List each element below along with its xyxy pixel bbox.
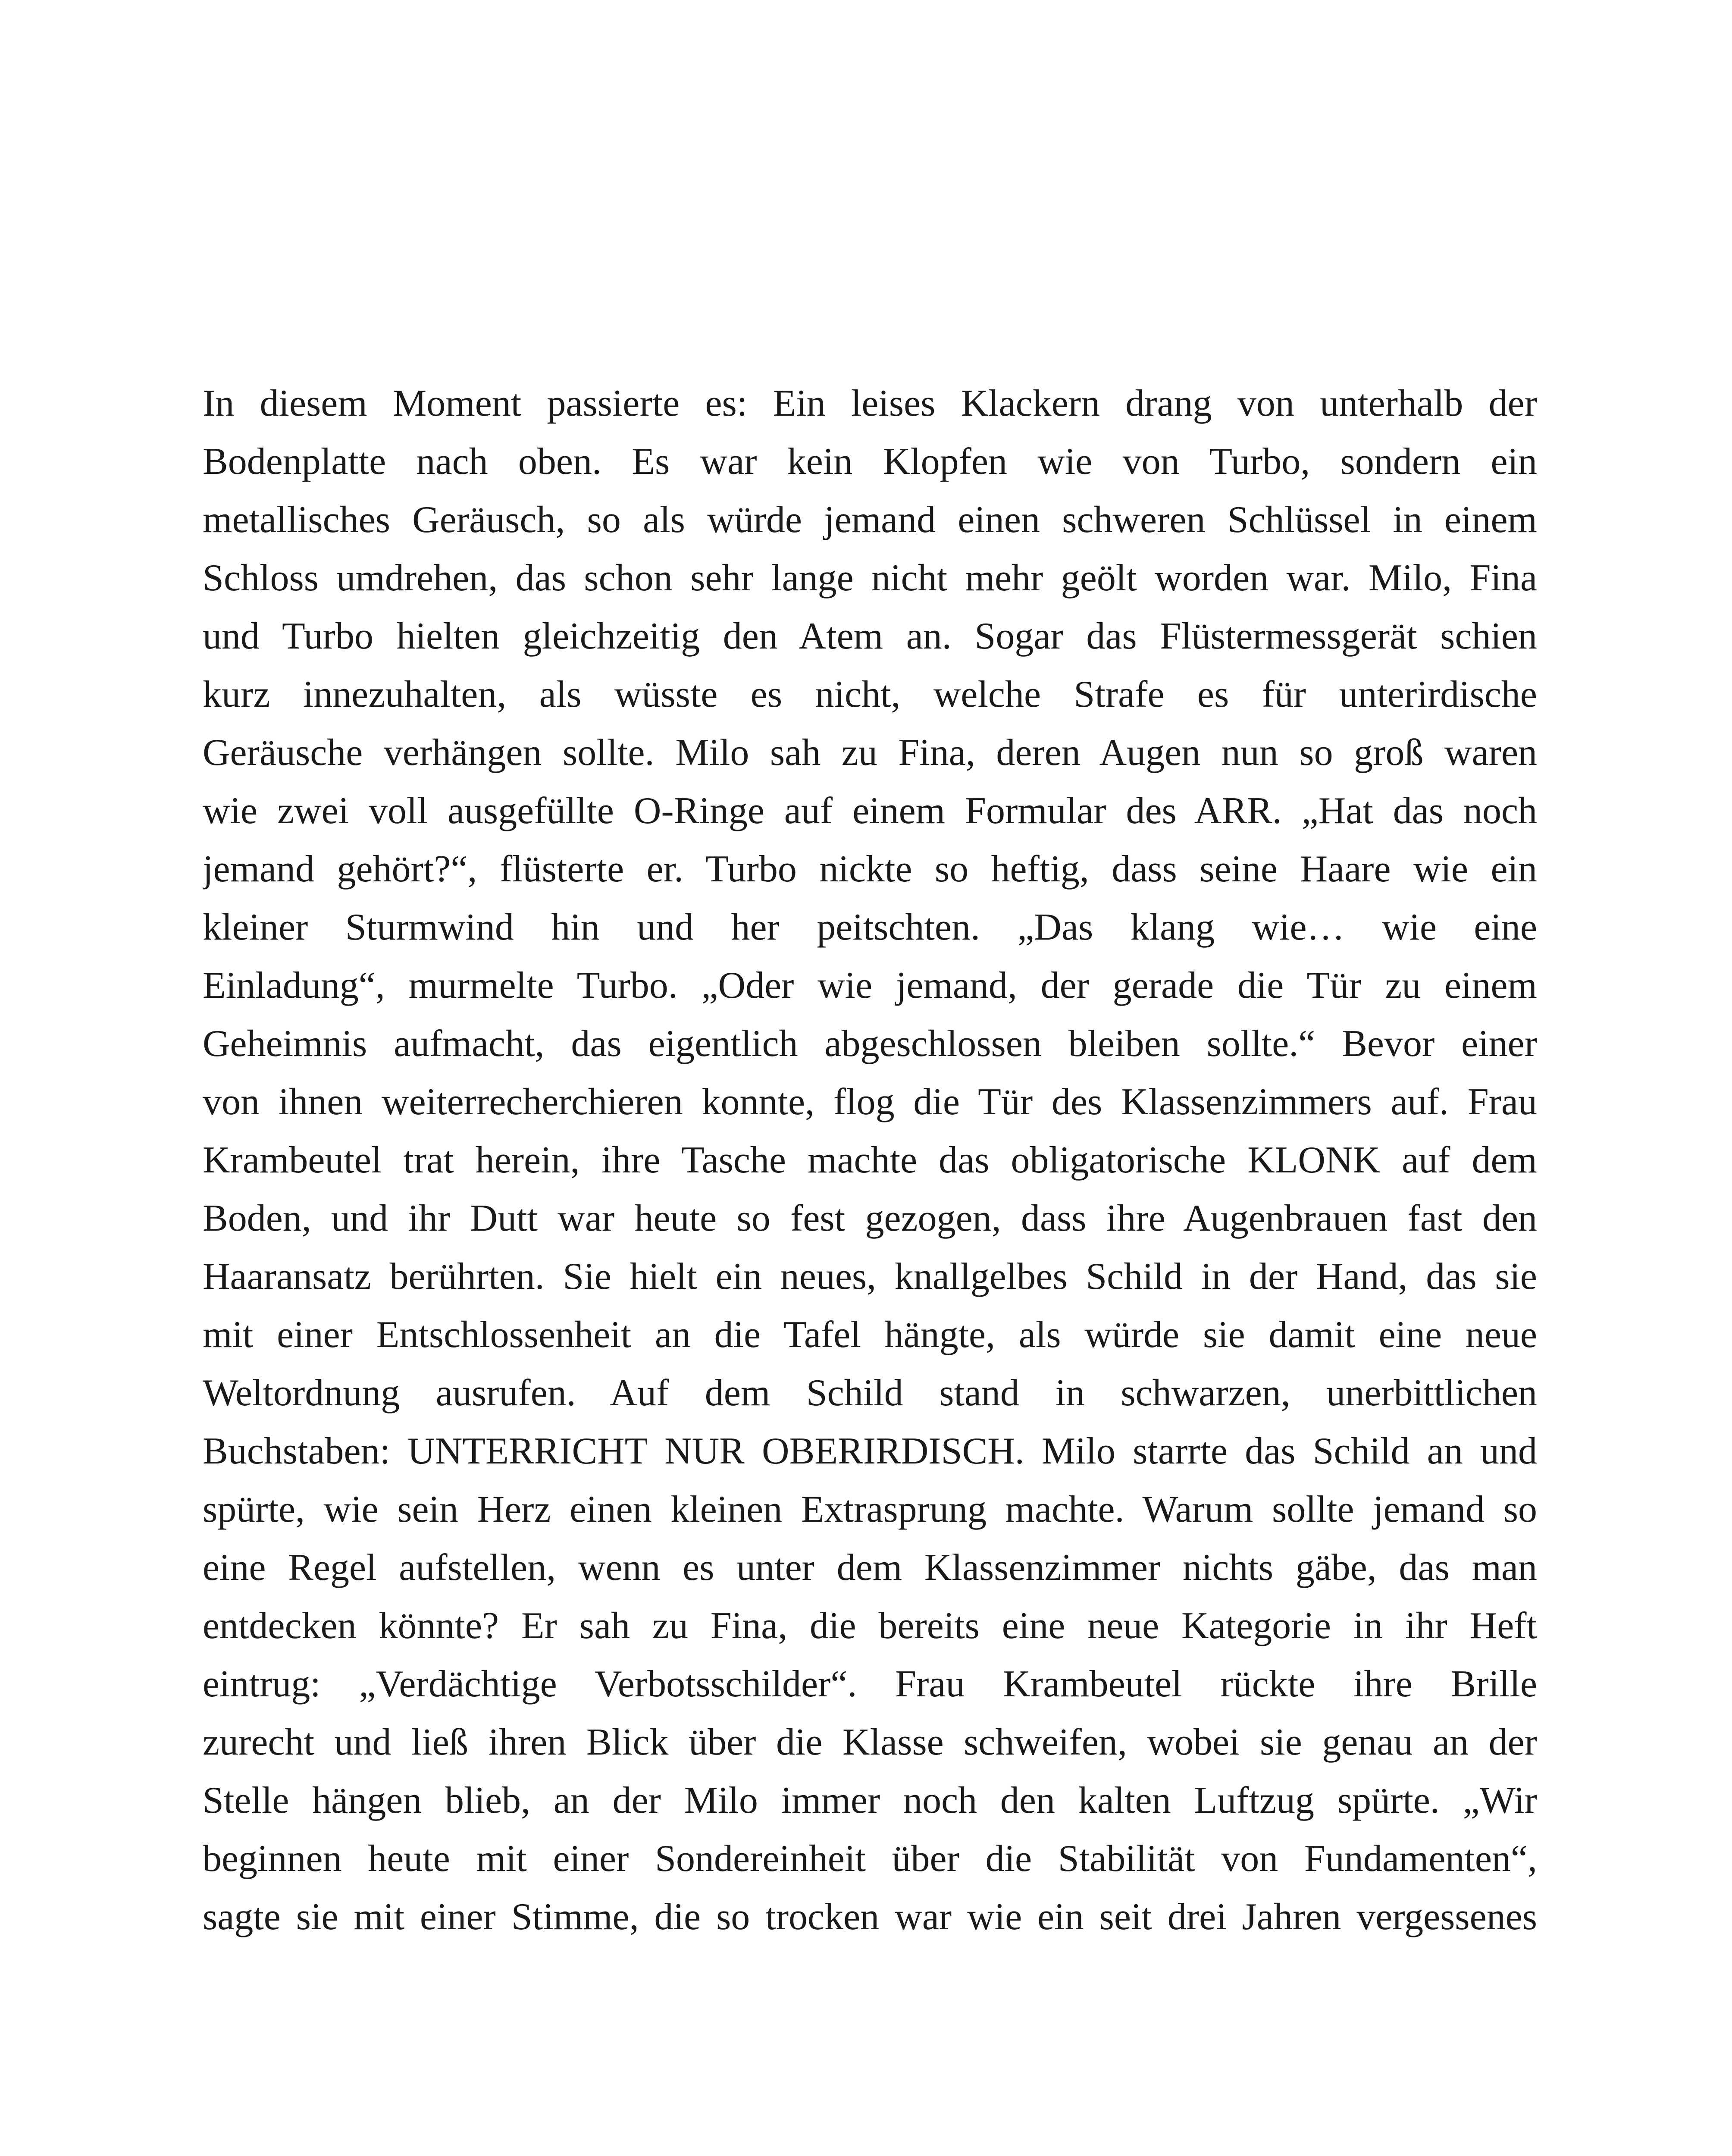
text-line: Bodenplatte nach oben. Es war kein Klopfen wie von Turbo, sondern ein	[203, 441, 1537, 483]
text-line: Einladung“, murmelte Turbo. „Oder wie jemand, der gerade die Tür zu einem	[203, 965, 1537, 1006]
text-line: Buchstaben: UNTERRICHT NUR OBERIRDISCH. Milo starrte das Schild an und	[203, 1430, 1537, 1472]
text-line: Boden, und ihr Dutt war heute so fest gezogen, dass ihre Augenbrauen fast den	[203, 1197, 1537, 1239]
text-line: wie zwei voll ausgefüllte O-Ringe auf einem Formular des ARR. „Hat das noch	[203, 790, 1537, 832]
text-line: metallisches Geräusch, so als würde jemand einen schweren Schlüssel in einem	[203, 499, 1537, 541]
text-line: beginnen heute mit einer Sondereinheit über die Stabilität von Fundamenten“,	[203, 1838, 1537, 1880]
text-line: mit einer Entschlossenheit an die Tafel hängte, als würde sie damit eine neue	[203, 1314, 1537, 1356]
text-line: eintrug: „Verdächtige Verbotsschilder“. Frau Krambeutel rückte ihre Brille	[203, 1663, 1537, 1705]
text-line: zurecht und ließ ihren Blick über die Klasse schweifen, wobei sie genau an der	[203, 1721, 1537, 1763]
text-line: Schloss umdrehen, das schon sehr lange nicht mehr geölt worden war. Milo, Fina	[203, 557, 1537, 599]
body-paragraph	[203, 374, 1537, 1946]
text-line: spürte, wie sein Herz einen kleinen Extrasprung machte. Warum sollte jemand so	[203, 1489, 1537, 1530]
text-line: In diesem Moment passierte es: Ein leises Klackern drang von unterhalb der	[203, 382, 1537, 424]
text-line: und Turbo hielten gleichzeitig den Atem an. Sogar das Flüstermessgerät schien	[203, 615, 1537, 657]
text-line: Krambeutel trat herein, ihre Tasche machte das obligatorische KLONK auf dem	[203, 1139, 1537, 1181]
text-line: kleiner Sturmwind hin und her peitschten. „Das klang wie… wie eine	[203, 906, 1537, 948]
text-line: jemand gehört?“, flüsterte er. Turbo nickte so heftig, dass seine Haare wie ein	[203, 848, 1537, 890]
text-line: Haaransatz berührten. Sie hielt ein neues, knallgelbes Schild in der Hand, das sie	[203, 1256, 1537, 1297]
text-line: Geheimnis aufmacht, das eigentlich abgeschlossen bleiben sollte.“ Bevor einer	[203, 1023, 1537, 1065]
text-line: von ihnen weiterrecherchieren konnte, flog die Tür des Klassenzimmers auf. Frau	[203, 1081, 1537, 1123]
text-line: Geräusche verhängen sollte. Milo sah zu Fina, deren Augen nun so groß waren	[203, 732, 1537, 774]
text-line: sagte sie mit einer Stimme, die so trocken war wie ein seit drei Jahren vergessenes	[203, 1896, 1537, 1938]
text-line: Stelle hängen blieb, an der Milo immer noch den kalten Luftzug spürte. „Wir	[203, 1780, 1537, 1821]
text-line: entdecken könnte? Er sah zu Fina, die bereits eine neue Kategorie in ihr Heft	[203, 1605, 1537, 1647]
text-line: kurz innezuhalten, als wüsste es nicht, welche Strafe es für unterirdische	[203, 674, 1537, 715]
text-line: Weltordnung ausrufen. Auf dem Schild stand in schwarzen, unerbittlichen	[203, 1372, 1537, 1414]
text-line: eine Regel aufstellen, wenn es unter dem Klassenzimmer nichts gäbe, das man	[203, 1547, 1537, 1589]
